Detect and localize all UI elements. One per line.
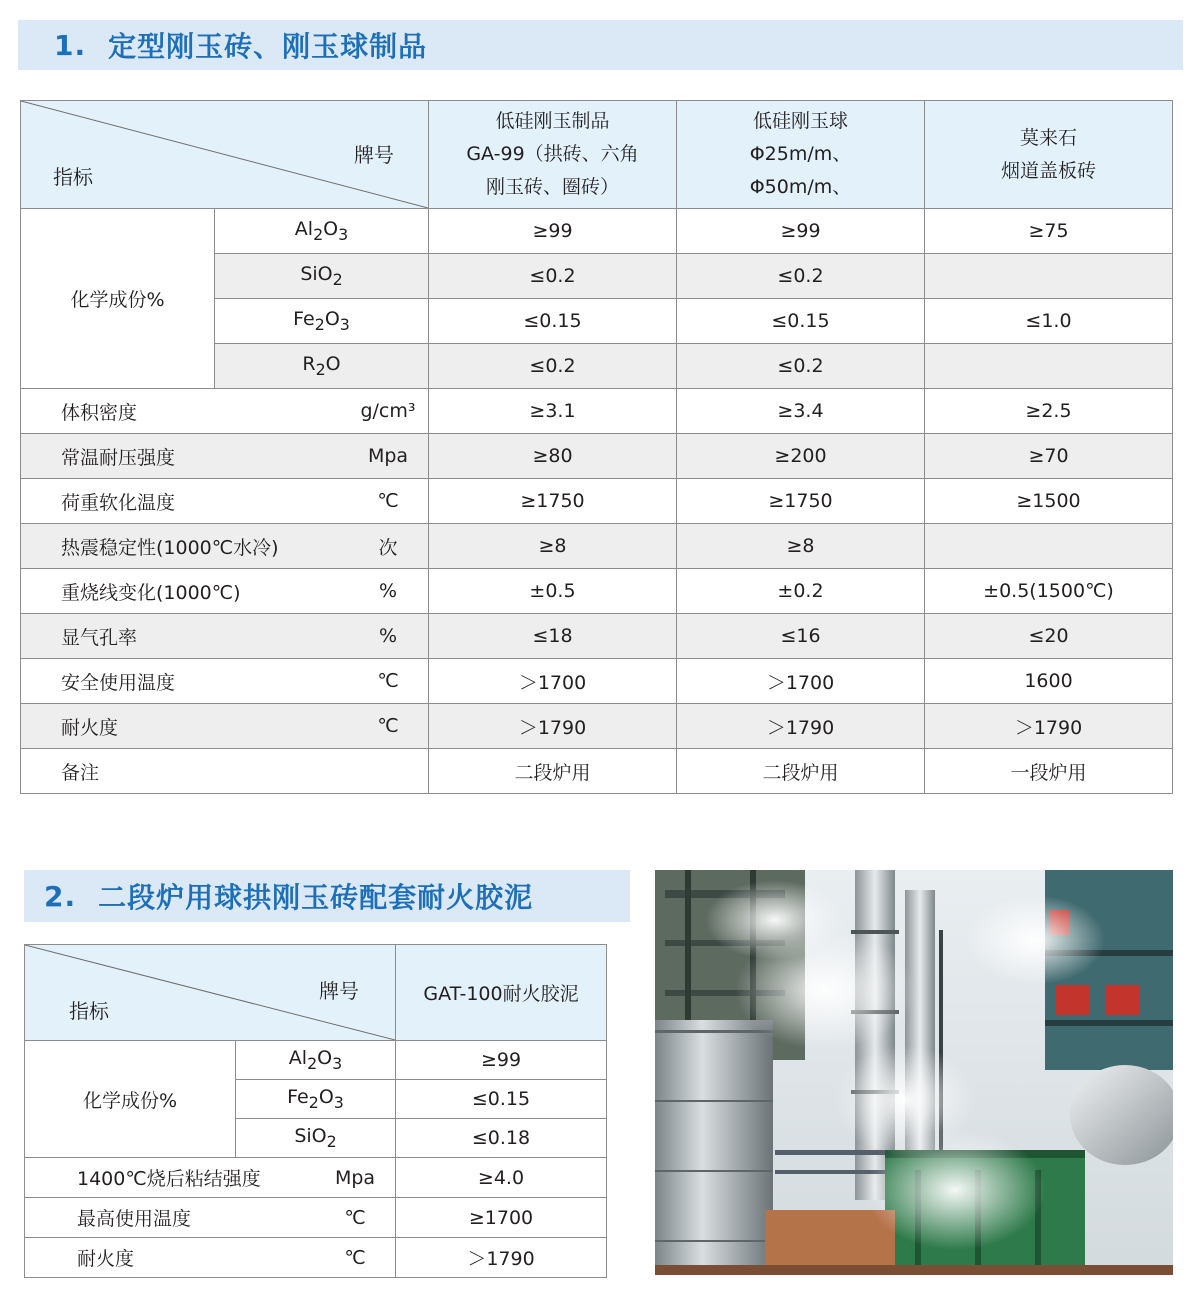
table-refractory-mortar: [24, 944, 607, 1278]
table2-index-label: 指标: [69, 999, 109, 1023]
value-cell: ≤16: [677, 614, 925, 659]
section2-title-bar: [24, 870, 630, 922]
value-cell: ≥80: [429, 434, 677, 479]
chem-name: SiO$_2$: [215, 254, 429, 299]
prop-cell: [25, 1198, 396, 1238]
section1-title: 定型刚玉砖、刚玉球制品: [108, 30, 428, 63]
prop-name: 耐火度: [61, 716, 119, 739]
value-cell: ≥1750: [677, 479, 925, 524]
value-cell: ≥75: [925, 209, 1173, 254]
value-cell: ≤0.18: [396, 1119, 607, 1158]
value-cell: ＞1790: [396, 1238, 607, 1278]
col2-line3: Φ50m/m、: [749, 176, 852, 198]
table-row: [21, 434, 1173, 479]
col2-line1: 低硅刚玉球: [752, 110, 848, 132]
value-cell: ≥1500: [925, 479, 1173, 524]
prop-unit: g/cm³: [360, 400, 416, 422]
prop-cell: [25, 1238, 396, 1278]
prop-cell: [21, 389, 429, 434]
value-cell: ≥99: [396, 1041, 607, 1080]
value-cell: ≤0.2: [677, 254, 925, 299]
table-row: [21, 704, 1173, 749]
table1-col-header-3: [925, 101, 1173, 209]
section2-title: 二段炉用球拱刚玉砖配套耐火胶泥: [98, 881, 534, 914]
prop-cell: [21, 659, 429, 704]
table2-brand-label: 牌号: [319, 979, 359, 1003]
value-cell: ≥200: [677, 434, 925, 479]
value-cell: ≥8: [677, 524, 925, 569]
prop-name: 耐火度: [77, 1248, 135, 1270]
table-row: [21, 569, 1173, 614]
value-cell: [925, 524, 1173, 569]
chem-name: $Fe_2O_3$: [215, 299, 429, 344]
value-cell: ≥3.4: [677, 389, 925, 434]
value-cell: ＞1790: [925, 704, 1173, 749]
value-cell: ≥99: [677, 209, 925, 254]
prop-name: 1400℃烧后粘结强度: [77, 1168, 261, 1190]
prop-cell: [21, 614, 429, 659]
chem-name: $Fe_2O_3$: [236, 1080, 396, 1119]
prop-cell: [21, 749, 429, 794]
prop-cell: [21, 479, 429, 524]
value-cell: [925, 344, 1173, 389]
col2-line2: Φ25m/m、: [749, 143, 852, 165]
refinery-illustration: [655, 870, 1173, 1275]
prop-cell: [21, 434, 429, 479]
chem-name: $Al_2O_3$: [236, 1041, 396, 1080]
prop-cell: [21, 524, 429, 569]
value-cell: ≥2.5: [925, 389, 1173, 434]
table1-diagonal-header: [21, 101, 429, 209]
col1-line2: GA-99（拱砖、六角: [466, 143, 639, 165]
prop-name: 常温耐压强度: [61, 446, 176, 469]
prop-unit: Mpa: [367, 445, 409, 467]
value-cell: ＞1790: [429, 704, 677, 749]
table-row: [21, 659, 1173, 704]
value-cell: ≤20: [925, 614, 1173, 659]
table1-index-label: 指标: [53, 165, 93, 189]
table-row: [25, 1198, 607, 1238]
chem-group-label: 化学成份%: [25, 1041, 236, 1158]
prop-name: 荷重软化温度: [61, 491, 176, 514]
table2-header-row: [25, 945, 607, 1041]
section2-number: 2.: [44, 879, 77, 913]
prop-unit: ℃: [377, 670, 399, 692]
value-cell: ≤0.15: [429, 299, 677, 344]
prop-name: 备注: [61, 761, 100, 784]
table-row: [21, 479, 1173, 524]
prop-cell: [25, 1158, 396, 1198]
value-cell: ≤1.0: [925, 299, 1173, 344]
value-cell: [925, 254, 1173, 299]
table-row: [21, 749, 1173, 794]
table1-header-row: [21, 101, 1173, 209]
value-cell: ≥1750: [429, 479, 677, 524]
value-cell: ≤0.15: [677, 299, 925, 344]
chem-name: $R_2O$: [215, 344, 429, 389]
table-row: [25, 1158, 607, 1198]
prop-name: 热震稳定性(1000℃水冷): [61, 536, 279, 559]
prop-name: 重烧线变化(1000℃): [61, 581, 241, 604]
value-cell: ≤0.15: [396, 1080, 607, 1119]
table-row: [21, 209, 1173, 254]
col3-line2: 烟道盖板砖: [1000, 159, 1096, 182]
value-cell: ±0.2: [677, 569, 925, 614]
table1-col-header-2: [677, 101, 925, 209]
value-cell: 二段炉用: [677, 749, 925, 794]
prop-cell: [21, 569, 429, 614]
prop-name: 显气孔率: [61, 626, 138, 649]
prop-name: 体积密度: [61, 401, 138, 424]
table1-col-header-1: [429, 101, 677, 209]
value-cell: ≥3.1: [429, 389, 677, 434]
table2-col-header: GAT-100耐火胶泥: [396, 945, 607, 1041]
value-cell: ＞1700: [677, 659, 925, 704]
prop-unit: ℃: [377, 490, 399, 512]
table-row: [21, 389, 1173, 434]
col1-line1: 低硅刚玉制品: [495, 110, 610, 132]
value-cell: ＞1790: [677, 704, 925, 749]
plant-photo: [655, 870, 1173, 1275]
value-cell: ≥1700: [396, 1198, 607, 1238]
prop-unit: Mpa: [334, 1166, 376, 1189]
prop-unit: ℃: [344, 1206, 366, 1229]
chem-name: $Al_2O_3$: [215, 209, 429, 254]
prop-name: 安全使用温度: [61, 671, 176, 694]
col1-line3: 刚玉砖、圈砖）: [485, 176, 619, 198]
value-cell: ±0.5: [429, 569, 677, 614]
value-cell: 1600: [925, 659, 1173, 704]
value-cell: ≥70: [925, 434, 1173, 479]
prop-cell: [21, 704, 429, 749]
table-row: [21, 524, 1173, 569]
table-row: [25, 1238, 607, 1278]
chem-group-label: 化学成份%: [21, 209, 215, 389]
table2-diagonal-header: [25, 945, 396, 1041]
table-row: [21, 614, 1173, 659]
prop-unit: %: [378, 625, 398, 647]
table1-brand-label: 牌号: [354, 143, 394, 167]
table-row: [25, 1041, 607, 1080]
prop-unit: %: [378, 580, 398, 602]
prop-unit: ℃: [344, 1246, 366, 1269]
value-cell: ≥4.0: [396, 1158, 607, 1198]
value-cell: ≤0.2: [677, 344, 925, 389]
value-cell: 一段炉用: [925, 749, 1173, 794]
section1-number: 1.: [54, 28, 87, 62]
chem-name: SiO$_2$: [236, 1119, 396, 1158]
value-cell: ≥8: [429, 524, 677, 569]
prop-unit: 次: [378, 536, 398, 559]
value-cell: ≤0.2: [429, 254, 677, 299]
value-cell: 二段炉用: [429, 749, 677, 794]
prop-unit: ℃: [377, 715, 399, 737]
value-cell: ≤0.2: [429, 344, 677, 389]
value-cell: ＞1700: [429, 659, 677, 704]
col3-line1: 莫来石: [1019, 126, 1077, 149]
value-cell: ≤18: [429, 614, 677, 659]
prop-name: 最高使用温度: [77, 1208, 192, 1230]
section1-title-bar: [18, 20, 1183, 70]
table-corundum-products: [20, 100, 1173, 794]
value-cell: ±0.5(1500℃): [925, 569, 1173, 614]
value-cell: ≥99: [429, 209, 677, 254]
